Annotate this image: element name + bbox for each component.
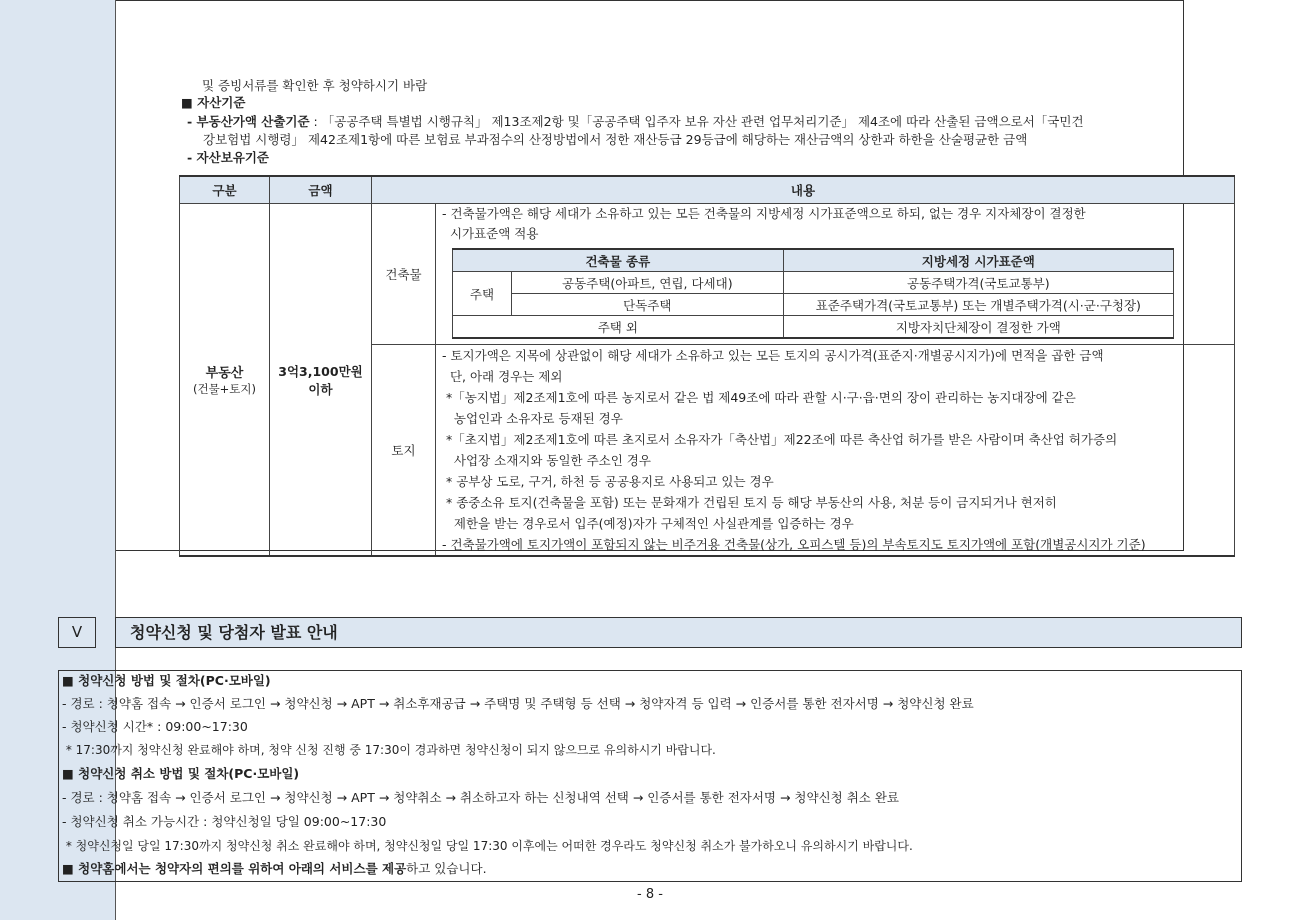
land-line: *「농지법」제2조제1호에 따른 농지로서 같은 법 제49조에 따라 관할 시·구·읍·면의 장이 관리하는 농지대장에 같은 — [442, 390, 1076, 405]
header-amount: 금액 — [270, 176, 372, 204]
service-tail: 하고 있습니다. — [406, 861, 487, 876]
land-line: * 공부상 도로, 구거, 하천 등 공공용지로 사용되고 있는 경우 — [442, 474, 774, 489]
section-title: 청약신청 및 당첨자 발표 안내 — [115, 617, 1242, 648]
bldg-other: 주택 외 — [453, 316, 784, 339]
land-line: *「초지법」제2조제1호에 따른 초지로서 소유자가「축산법」제22조에 따른 축산업 허가를 받은 사람이며 축산업 허가증의 — [442, 432, 1118, 447]
cancel-time-note: * 청약신청일 당일 17:30까지 청약신청 취소 완료해야 하며, 청약신청일 당일 17:30 이후에는 어떠한 경우라도 청약신청 취소가 불가하오니 유의하시기 바랍니다. — [62, 839, 913, 853]
category-sub: (건물+토지) — [192, 382, 257, 396]
asset-table — [179, 175, 1235, 557]
category-cell — [180, 204, 270, 557]
land-line: 사업장 소재지와 동일한 주소인 경우 — [442, 453, 651, 468]
land-line: - 토지가액은 지목에 상관없이 해당 세대가 소유하고 있는 모든 토지의 공시가격(표준지·개별공시지가)에 면적을 곱한 금액 — [442, 348, 1104, 363]
apply-time-line: - 청약신청 시간* : 09:00~17:30 — [62, 719, 248, 734]
calc-basis-text: : 「공공주택 특별법 시행규칙」 제13조제2항 및「공공주택 입주자 보유 자산 관련 업무처리기준」 제4조에 따라 산출된 금액으로서「국민건 — [309, 114, 1084, 129]
land-label: 토지 — [391, 443, 416, 458]
amount-qualifier: 이하 — [308, 381, 333, 397]
asset-heading: ■ 자산기준 — [181, 95, 246, 110]
intro-line: 및 증빙서류를 확인한 후 청약하시기 바람 — [202, 78, 428, 93]
section-number: V — [58, 617, 96, 648]
bldg-header-type: 건축물 종류 — [453, 249, 784, 272]
land-label-cell — [372, 345, 436, 557]
building-line: 시가표준액 적용 — [442, 226, 539, 241]
header-content: 내용 — [372, 176, 1235, 204]
cancel-route-line: - 경로 : 청약홈 접속 → 인증서 로그인 → 청약신청 → APT → 청약취소 → 취소하고자 하는 신청내역 선택 → 인증서를 통한 전자서명 → 청약신청 취소 완료 — [62, 790, 899, 805]
bldg-apt-value: 공동주택가격(국토교통부) — [783, 272, 1173, 294]
calc-basis-label: - 부동산가액 산출기준 — [187, 114, 310, 129]
bldg-detached: 단독주택 — [512, 294, 784, 316]
service-line — [62, 860, 487, 878]
bldg-detached-value: 표준주택가격(국토교통부) 또는 개별주택가격(시·군·구청장) — [783, 294, 1173, 316]
cancel-method-heading: ■ 청약신청 취소 방법 및 절차(PC·모바일) — [62, 766, 300, 781]
header-category: 구분 — [180, 176, 270, 204]
amount-value: 3억3,100만원 — [278, 363, 363, 379]
cancel-time-line: - 청약신청 취소 가능시간 : 청약신청일 당일 09:00~17:30 — [62, 814, 387, 829]
land-line: 제한을 받는 경우로서 입주(예정)자가 구체적인 사실관계를 입증하는 경우 — [442, 516, 854, 531]
calc-basis-line-2: 강보험법 시행령」 제42조제1항에 따른 보험료 부과점수의 산정방법에서 정한 재산등급 29등급에 해당하는 재산금액의 상한과 하한을 산술평균한 금액 — [203, 132, 1028, 147]
page-number: - 8 - — [637, 887, 663, 902]
building-label-cell — [372, 204, 436, 345]
land-line: - 건축물가액에 토지가액이 포함되지 않는 비주거용 건축물(상가, 오피스텔 등)의 부속토지도 토지가액에 포함(개별공시지가 기준) — [442, 537, 1146, 552]
land-content-cell — [436, 345, 1235, 557]
apply-route-line: - 경로 : 청약홈 접속 → 인증서 로그인 → 청약신청 → APT → 취소후재공급 → 주택명 및 주택형 등 선택 → 청약자격 등 입력 → 인증서를 통한 전자서명 → 청약신청 완료 — [62, 696, 974, 711]
building-type-table — [452, 248, 1174, 339]
bldg-housing: 주택 — [453, 272, 512, 316]
building-line: - 건축물가액은 해당 세대가 소유하고 있는 모든 건축물의 지방세정 시가표준액으로 하되, 없는 경우 지자체장이 결정한 — [442, 206, 1086, 221]
land-line: 단, 아래 경우는 제외 — [442, 369, 563, 384]
bldg-other-value: 지방자치단체장이 결정한 가액 — [783, 316, 1173, 339]
apply-time-note: * 17:30까지 청약신청 완료해야 하며, 청약 신청 진행 중 17:30이 경과하면 청약신청이 되지 않으므로 유의하시기 바랍니다. — [62, 743, 716, 757]
land-line: * 종중소유 토지(건축물을 포함) 또는 문화재가 건립된 토지 등 해당 부동산의 사용, 처분 등이 금지되거나 현저히 — [442, 495, 1057, 510]
service-heading: ■ 청약홈에서는 청약자의 편의를 위하여 아래의 서비스를 제공 — [62, 861, 407, 876]
apply-method-heading: ■ 청약신청 방법 및 절차(PC·모바일) — [62, 673, 271, 688]
amount-cell — [270, 204, 372, 557]
category-label: 부동산 — [205, 366, 244, 381]
building-label: 건축물 — [385, 267, 422, 282]
calc-basis-line-1 — [187, 114, 1084, 130]
building-content-cell — [436, 204, 1235, 345]
holding-basis-label: - 자산보유기준 — [187, 150, 269, 165]
bldg-apt: 공동주택(아파트, 연립, 다세대) — [512, 272, 784, 294]
bldg-header-value: 지방세정 시가표준액 — [783, 249, 1173, 272]
land-line: 농업인과 소유자로 등재된 경우 — [442, 411, 623, 426]
